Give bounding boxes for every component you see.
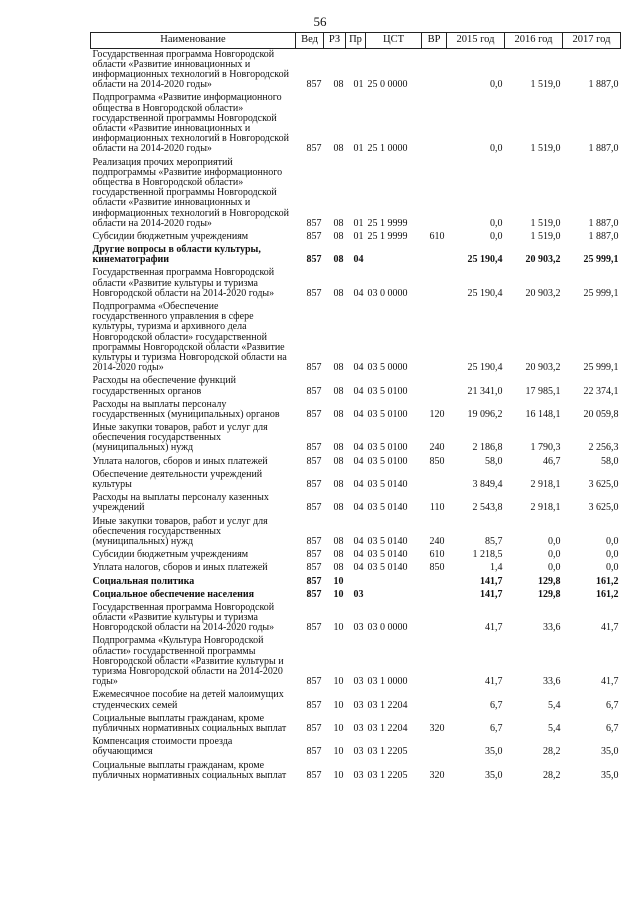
cell-2016: 0,0: [548, 549, 561, 561]
cell-vr: [422, 635, 447, 689]
cell-ved: 857: [306, 254, 322, 266]
cell-pr: 04: [353, 385, 364, 397]
cell-name: Расходы на выплаты персоналу казенных учреждений: [92, 492, 269, 514]
cell-pr: 04: [353, 455, 364, 467]
cell-2015: 41,7: [485, 676, 503, 688]
cell-ved: 857: [306, 699, 322, 711]
cell-name: Расходы на выплаты персоналу государственных (муниципальных) органов: [92, 398, 280, 420]
cell-cst: [366, 589, 422, 602]
cell-pr: 01: [353, 230, 364, 242]
cell-2015: 1 218,5: [472, 549, 503, 561]
cell-2016: 33,6: [543, 676, 561, 688]
cell-rz: 08: [333, 442, 344, 454]
cell-cst: 03 5 0000: [367, 362, 408, 374]
cell-vr: 240: [429, 442, 445, 454]
cell-2017: 3 625,0: [588, 479, 619, 491]
cell-2015: 25 190,4: [467, 287, 503, 299]
cell-cst: 03 5 0140: [367, 535, 408, 547]
table-row: [91, 469, 621, 492]
cell-cst: 03 5 0140: [367, 502, 408, 514]
cell-pr: 01: [353, 79, 364, 91]
cell-name: Социальная политика: [92, 575, 195, 587]
table-row: [91, 231, 621, 244]
cell-name: Иные закупки товаров, работ и услуг для обеспечения государственных (муниципальных) нужд: [92, 422, 268, 454]
cell-2015: 0,0: [490, 143, 503, 155]
cell-ved: 857: [306, 622, 322, 634]
cell-2017: 22 374,1: [583, 385, 619, 397]
cell-2017: 35,0: [601, 769, 619, 781]
cell-ved: 857: [306, 562, 322, 574]
cell-2016: 5,4: [548, 722, 561, 734]
cell-cst: 03 1 0000: [367, 676, 408, 688]
cell-cst: 03 5 0100: [367, 442, 408, 454]
cell-2017: 161,2: [596, 588, 619, 600]
cell-pr: 04: [353, 549, 364, 561]
cell-2016: 1 790,3: [530, 442, 561, 454]
cell-rz: 10: [333, 769, 344, 781]
cell-pr: 04: [353, 408, 364, 420]
cell-pr: 04: [353, 562, 364, 574]
cell-cst: 03 5 0100: [367, 408, 408, 420]
budget-table: [90, 32, 621, 783]
cell-vr: 850: [429, 455, 445, 467]
cell-2017: 1 887,0: [588, 143, 619, 155]
cell-pr: 04: [353, 362, 364, 374]
cell-cst: 25 0 0000: [367, 79, 408, 91]
cell-2017: 25 999,1: [583, 362, 619, 374]
table-row: [91, 562, 621, 575]
cell-name: Подпрограмма «Обеспечение государственного управления в сфере культуры, туризма и архивного дела Новгородской области» государственной программы Новгородской области «Развитие культуры и туризма Новгородской области на 2014-2020 годы»: [92, 301, 287, 374]
cell-pr: 03: [353, 676, 364, 688]
table-row: [91, 589, 621, 602]
cell-ved: 857: [306, 362, 322, 374]
cell-name: Подпрограмма «Развитие информационного общества в Новгородской области» государственной программы Новгородской области «Развитие инновационных и информационных технологий в Новгородской области на 2014-2020 годы»: [92, 92, 290, 155]
cell-ved: 857: [306, 502, 322, 514]
cell-name: Государственная программа Новгородской области «Развитие культуры и туризма Новгородской области на 2014-2020 годы»: [92, 601, 275, 634]
table-row: [91, 422, 621, 456]
table-row: [91, 635, 621, 689]
cell-rz: 08: [333, 254, 344, 266]
column-header-rz: РЗ: [324, 33, 346, 49]
cell-rz: 10: [333, 575, 344, 587]
cell-cst: 03 5 0140: [367, 479, 408, 491]
cell-2016: 129,8: [538, 575, 561, 587]
cell-2017: 6,7: [606, 722, 619, 734]
cell-name: Компенсация стоимости проезда обучающимся: [92, 736, 233, 758]
cell-vr: [422, 267, 447, 301]
cell-vr: [422, 469, 447, 492]
cell-pr: 04: [353, 535, 364, 547]
cell-2015: 0,0: [490, 217, 503, 229]
cell-vr: [422, 602, 447, 636]
cell-cst: 25 1 0000: [367, 143, 408, 155]
cell-2015: 35,0: [485, 769, 503, 781]
cell-2015: 1,4: [490, 562, 503, 574]
cell-2015: 6,7: [490, 722, 503, 734]
cell-ved: 857: [306, 408, 322, 420]
table-row: [91, 267, 621, 301]
cell-2017: 41,7: [601, 676, 619, 688]
cell-vr: [422, 589, 447, 602]
cell-2016: 1 519,0: [530, 79, 561, 91]
cell-vr: 240: [429, 535, 445, 547]
cell-2017: 58,0: [601, 455, 619, 467]
cell-vr: [422, 301, 447, 375]
cell-2017: 3 625,0: [588, 502, 619, 514]
cell-vr: [422, 736, 447, 759]
cell-2015: 58,0: [485, 455, 503, 467]
cell-ved: 857: [306, 442, 322, 454]
cell-ved: 857: [306, 588, 322, 600]
table-row: [91, 244, 621, 267]
column-header-name: Наименование: [91, 33, 296, 49]
cell-2017: 0,0: [606, 562, 619, 574]
cell-2017: 161,2: [596, 575, 619, 587]
cell-pr: 01: [353, 143, 364, 155]
cell-ved: 857: [306, 535, 322, 547]
cell-rz: 08: [333, 362, 344, 374]
cell-2015: 2 186,8: [472, 442, 503, 454]
cell-cst: 03 1 2205: [367, 746, 408, 758]
cell-rz: 08: [333, 502, 344, 514]
cell-2017: 0,0: [606, 549, 619, 561]
cell-cst: 03 1 2204: [367, 699, 408, 711]
table-row: [91, 48, 621, 92]
cell-pr: 03: [353, 769, 364, 781]
cell-ved: 857: [306, 549, 322, 561]
column-header-cst: ЦСТ: [366, 33, 422, 49]
cell-ved: 857: [306, 385, 322, 397]
cell-name: Государственная программа Новгородской области «Развитие культуры и туризма Новгородской области на 2014-2020 годы»: [92, 267, 275, 299]
cell-2015: 85,7: [485, 535, 503, 547]
cell-vr: [422, 92, 447, 156]
cell-2016: 129,8: [538, 588, 561, 600]
table-row: [91, 375, 621, 398]
cell-2016: 0,0: [548, 562, 561, 574]
cell-2017: 2 256,3: [588, 442, 619, 454]
cell-cst: [366, 576, 422, 589]
cell-rz: 08: [333, 287, 344, 299]
cell-ved: 857: [306, 575, 322, 587]
cell-cst: 03 0 0000: [367, 622, 408, 634]
column-header-2016: 2016 год: [505, 33, 563, 49]
cell-rz: 08: [333, 143, 344, 155]
cell-rz: 08: [333, 479, 344, 491]
cell-rz: 10: [333, 746, 344, 758]
cell-2015: 141,7: [480, 588, 503, 600]
cell-cst: 03 5 0100: [367, 455, 408, 467]
cell-rz: 08: [333, 535, 344, 547]
cell-vr: [422, 375, 447, 398]
cell-ved: 857: [306, 769, 322, 781]
cell-2016: 0,0: [548, 535, 561, 547]
cell-2016: 28,2: [543, 769, 561, 781]
cell-ved: 857: [306, 217, 322, 229]
table-row: [91, 456, 621, 469]
cell-cst: 03 1 2204: [367, 722, 408, 734]
cell-2017: 6,7: [606, 699, 619, 711]
cell-pr: [346, 576, 366, 589]
cell-name: Расходы на обеспечение функций государственных органов: [92, 375, 236, 397]
cell-name: Другие вопросы в области культуры, кинематографии: [92, 244, 261, 266]
cell-vr: 610: [429, 549, 445, 561]
cell-2015: 35,0: [485, 746, 503, 758]
cell-2016: 1 519,0: [530, 143, 561, 155]
cell-2016: 20 903,2: [525, 287, 561, 299]
cell-vr: 120: [429, 408, 445, 420]
cell-vr: [422, 244, 447, 267]
cell-2017: 35,0: [601, 746, 619, 758]
cell-cst: [366, 244, 422, 267]
cell-2015: 6,7: [490, 699, 503, 711]
cell-2017: 20 059,8: [583, 408, 619, 420]
cell-2017: 25 999,1: [583, 287, 619, 299]
cell-vr: [422, 157, 447, 231]
cell-2015: 25 190,4: [467, 362, 503, 374]
cell-ved: 857: [306, 143, 322, 155]
table-row: [91, 689, 621, 712]
cell-2016: 17 985,1: [525, 385, 561, 397]
cell-rz: 08: [333, 562, 344, 574]
cell-2016: 28,2: [543, 746, 561, 758]
cell-2017: 41,7: [601, 622, 619, 634]
cell-ved: 857: [306, 79, 322, 91]
cell-ved: 857: [306, 230, 322, 242]
cell-pr: 01: [353, 217, 364, 229]
table-row: [91, 736, 621, 759]
page-number: 56: [313, 14, 327, 29]
cell-pr: 04: [353, 479, 364, 491]
cell-rz: 08: [333, 230, 344, 242]
cell-pr: 04: [353, 502, 364, 514]
cell-rz: 08: [333, 385, 344, 397]
cell-ved: 857: [306, 746, 322, 758]
cell-vr: 850: [429, 562, 445, 574]
cell-rz: 10: [333, 588, 344, 600]
table-row: [91, 516, 621, 550]
cell-rz: 08: [333, 549, 344, 561]
cell-2016: 1 519,0: [530, 217, 561, 229]
cell-ved: 857: [306, 676, 322, 688]
cell-pr: 03: [353, 699, 364, 711]
cell-pr: 03: [353, 722, 364, 734]
cell-pr: 04: [353, 254, 364, 266]
table-row: [91, 92, 621, 156]
cell-2017: 0,0: [606, 535, 619, 547]
cell-name: Государственная программа Новгородской области «Развитие инновационных и информационных технологий в Новгородской области на 2014-2020 годы»: [92, 48, 290, 91]
cell-rz: 08: [333, 408, 344, 420]
cell-2017: 1 887,0: [588, 79, 619, 91]
cell-name: Социальные выплаты гражданам, кроме публичных нормативных социальных выплат: [92, 712, 287, 734]
cell-cst: 03 0 0000: [367, 287, 408, 299]
cell-vr: [422, 48, 447, 92]
cell-2016: 16 148,1: [525, 408, 561, 420]
cell-2016: 1 519,0: [530, 230, 561, 242]
cell-name: Обеспечение деятельности учреждений культуры: [92, 468, 263, 491]
cell-name: Иные закупки товаров, работ и услуг для обеспечения государственных (муниципальных) нужд: [92, 515, 268, 547]
cell-name: Уплата налогов, сборов и иных платежей: [92, 455, 268, 467]
table-row: [91, 760, 621, 783]
column-header-pr: Пр: [346, 33, 366, 49]
table-row: [91, 602, 621, 636]
cell-2015: 2 543,8: [472, 502, 503, 514]
table-row: [91, 576, 621, 589]
table-row: [91, 157, 621, 231]
table-header-row: [91, 33, 621, 49]
cell-rz: 10: [333, 676, 344, 688]
cell-2015: 25 190,4: [467, 254, 503, 266]
cell-vr: [422, 689, 447, 712]
cell-rz: 08: [333, 79, 344, 91]
cell-pr: 03: [353, 622, 364, 634]
cell-vr: 320: [429, 722, 445, 734]
column-header-vr: ВР: [422, 33, 447, 49]
cell-cst: 03 5 0100: [367, 385, 408, 397]
cell-2015: 0,0: [490, 79, 503, 91]
table-row: [91, 713, 621, 736]
cell-rz: 08: [333, 217, 344, 229]
cell-2016: 20 903,2: [525, 254, 561, 266]
cell-name: Ежемесячное пособие на детей малоимущих студенческих семей: [92, 689, 284, 711]
cell-vr: 320: [429, 769, 445, 781]
table-row: [91, 301, 621, 375]
cell-2016: 2 918,1: [530, 479, 561, 491]
column-header-ved: Вед: [296, 33, 324, 49]
cell-2017: 25 999,1: [583, 254, 619, 266]
cell-name: Реализация прочих мероприятий подпрограммы «Развитие информационного общества в Новгородской области» государственной программы Новгородской области «Развитие инновационных и информационных технологий в Новгородской области на 2014-2020 годы»: [92, 156, 290, 229]
cell-pr: 04: [353, 442, 364, 454]
cell-2015: 141,7: [480, 575, 503, 587]
cell-2016: 5,4: [548, 699, 561, 711]
cell-2016: 33,6: [543, 622, 561, 634]
cell-2015: 3 849,4: [472, 479, 503, 491]
column-header-2015: 2015 год: [447, 33, 505, 49]
table-row: [91, 492, 621, 515]
cell-cst: 03 5 0140: [367, 562, 408, 574]
cell-2015: 0,0: [490, 230, 503, 242]
cell-2017: 1 887,0: [588, 217, 619, 229]
cell-pr: 04: [353, 287, 364, 299]
cell-pr: 03: [353, 588, 364, 600]
cell-2016: 20 903,2: [525, 362, 561, 374]
cell-name: Социальное обеспечение населения: [92, 588, 255, 600]
cell-ved: 857: [306, 287, 322, 299]
cell-2017: 1 887,0: [588, 230, 619, 242]
cell-name: Уплата налогов, сборов и иных платежей: [92, 562, 268, 574]
cell-vr: 110: [429, 502, 445, 514]
cell-2015: 21 341,0: [467, 385, 503, 397]
cell-2016: 46,7: [543, 455, 561, 467]
cell-rz: 10: [333, 699, 344, 711]
cell-ved: 857: [306, 455, 322, 467]
cell-rz: 08: [333, 455, 344, 467]
cell-name: Подпрограмма «Культура Новгородской области» государственной программы Новгородской области «Развитие культуры и туризма Новгородской области на 2014-2020 годы»: [92, 635, 284, 688]
table-body: [91, 48, 621, 783]
cell-cst: 03 1 2205: [367, 769, 408, 781]
cell-vr: [422, 576, 447, 589]
cell-rz: 10: [333, 722, 344, 734]
cell-cst: 25 1 9999: [367, 217, 408, 229]
cell-rz: 10: [333, 622, 344, 634]
table-row: [91, 549, 621, 562]
cell-vr: 610: [429, 230, 445, 242]
table-row: [91, 399, 621, 422]
cell-cst: 25 1 9999: [367, 230, 408, 242]
cell-name: Субсидии бюджетным учреждениям: [92, 230, 249, 242]
cell-name: Субсидии бюджетным учреждениям: [92, 549, 249, 561]
cell-ved: 857: [306, 722, 322, 734]
cell-2016: 2 918,1: [530, 502, 561, 514]
cell-2015: 41,7: [485, 622, 503, 634]
cell-2015: 19 096,2: [467, 408, 503, 420]
cell-ved: 857: [306, 479, 322, 491]
cell-name: Социальные выплаты гражданам, кроме публичных нормативных социальных выплат: [92, 759, 287, 781]
column-header-2017: 2017 год: [563, 33, 621, 49]
cell-cst: 03 5 0140: [367, 549, 408, 561]
cell-pr: 03: [353, 746, 364, 758]
